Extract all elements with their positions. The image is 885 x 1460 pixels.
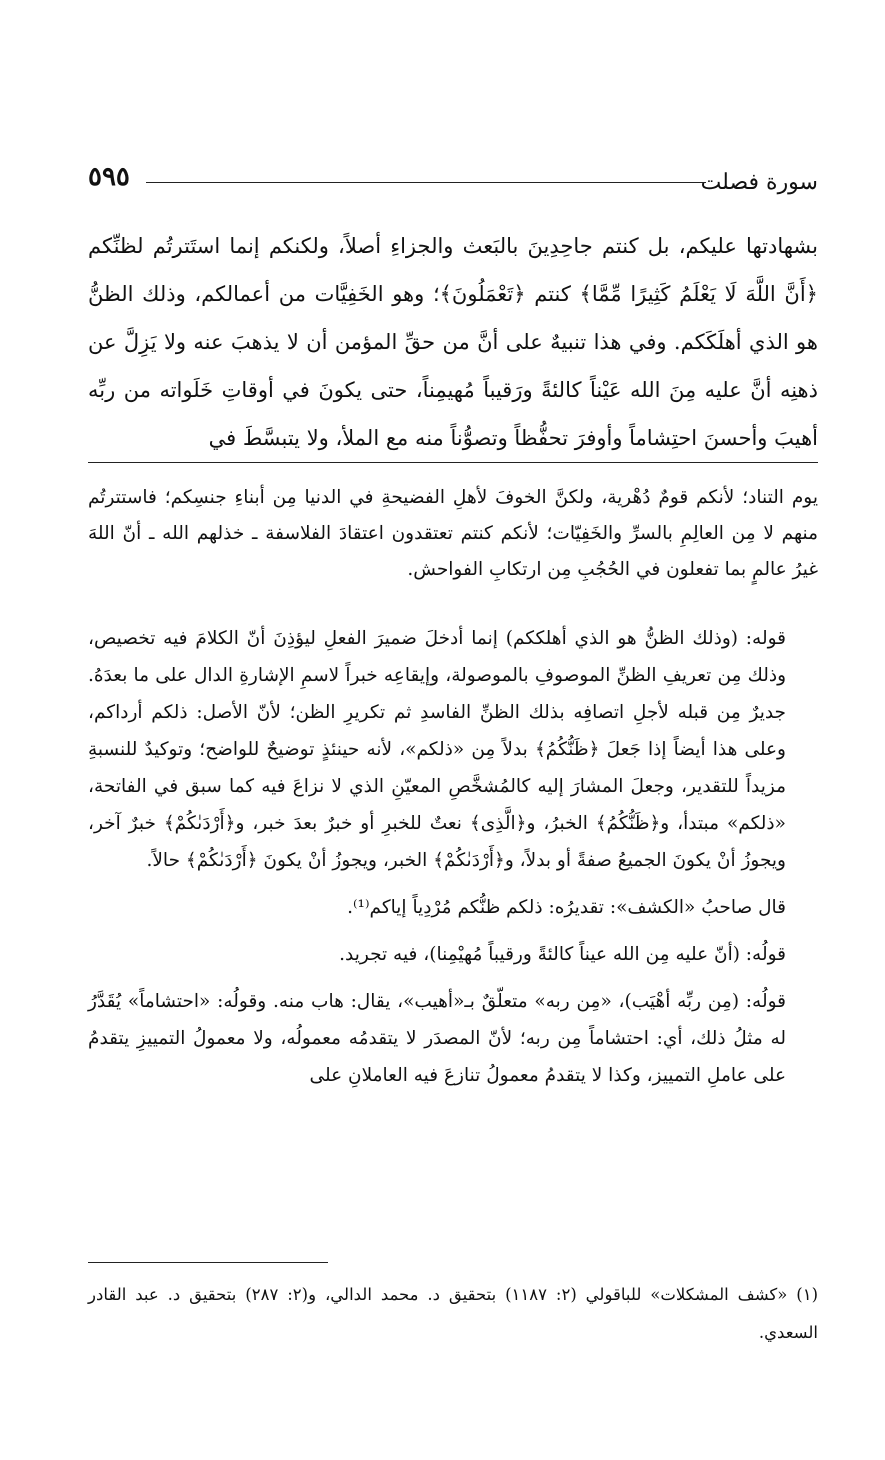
footnote: (١) «كشف المشكلات» للباقولي (٢: ١١٨٧) بتحقيق د. محمد الدالي، و(٢: ٢٨٧) بتحقيق د. عبد القادر السعدي. bbox=[88, 1285, 819, 1342]
gloss-text bbox=[88, 620, 818, 1094]
gloss-paragraph: قولُه: (مِن ربِّه أهْيَب)، «مِن ربه» متعلّقٌ بـ«أهيب»، يقال: هاب منه. وقولُه: «احتشاماً» يُقَدَّرُ له مثلُ ذلك، أي: احتشاماً مِن ربه؛ لأنّ المصدَر لا يتقدمُه معمولُه، ولا معمولُ التمييزِ يتقدمُ على عاملِ التمييز، وكذا لا يتقدمُ معمولُ تنازعَ فيه العاملانِ على bbox=[88, 991, 786, 1086]
gloss-paragraph: قال صاحبُ «الكشف»: تقديرُه: ذلكم ظنُّكم مُرْدِياً إياكم⁽¹⁾. bbox=[347, 897, 786, 918]
footnotes bbox=[88, 1276, 818, 1352]
page-number: ٥٩٥ bbox=[88, 162, 130, 192]
continued-text bbox=[88, 480, 818, 588]
continued-paragraph: يوم التناد؛ لأنكم قومٌ دُهْرية، ولكنَّ الخوفَ لأهلِ الفضيحةِ في الدنيا مِن أبناءِ جنسِكم؛ فاستترتُم منهم لا مِن العالِمِ بالسرِّ والخَفِيّات؛ لأنكم كنتم تعتقدون اعتقادَ الفلاسفة ـ خذلهم الله ـ أنّ اللهَ غيرُ عالمٍ بما تفعلون في الحُجُبِ مِن ارتكابِ الفواحش. bbox=[88, 487, 818, 580]
section-divider bbox=[88, 462, 818, 463]
book-page bbox=[88, 0, 818, 1460]
footnote-divider bbox=[88, 1262, 328, 1263]
commentary-paragraph: بشهادتها عليكم، بل كنتم جاحِدِينَ بالبَعث والجزاءِ أصلاً، ولكنكم إنما استَترتُم لظنِّكم ﴿أَنَّ اللَّهَ لَا يَعْلَمُ كَثِيرًا مِّمَّا﴾ كنتم ﴿تَعْمَلُونَ﴾؛ وهو الخَفِيَّات من أعمالكم، وذلك الظنُّ هو الذي أهلَكَكم. وفي هذا تنبيهٌ على أنَّ من حقِّ المؤمن أن لا يذهبَ عنه ولا يَزِلَّ عن ذهنِه أنَّ عليه مِنَ الله عَيْناً كالئةً ورَقيباً مُهيمِناً، حتى يكونَ في أوقاتِ خَلَواته من ربِّه أهيبَ وأحسنَ احتِشاماً وأوفرَ تحفُّظاً وتصوُّناً منه مع الملأ، ولا يتبسَّطَ في bbox=[88, 234, 818, 450]
gloss-paragraph: قوله: (وذلك الظنُّ هو الذي أهلككم) إنما أدخلَ ضميرَ الفعلِ ليؤذِنَ أنّ الكلامَ فيه تخصيص، وذلك مِن تعريفِ الظنِّ الموصوفِ بالموصولة، وإيقاعِه خبراً لاسمِ الإشارةِ الدال على ما بعدَهُ. جديرٌ مِن قبله لأجلِ اتصافِه بذلك الظنِّ الفاسدِ ثم تكريرِ الظن؛ لأنّ الأصل: ذلكم أرداكم، وعلى هذا أيضاً إذا جَعلَ ﴿ظَنُّكُمُ﴾ بدلاً مِن «ذلكم»، لأنه حينئذٍ توضيحٌ للواضح؛ وتوكيدٌ للنسبةِ مزيداً للتقدير، وجعلَ المشارَ إليه كالمُشخَّصِ المعيّنِ الذي لا نزاعَ فيه كما سبق في الفاتحة، «ذلكم» مبتدأ، و﴿ظَنُّكُمُ﴾ الخبرُ، و﴿الَّذِى﴾ نعتٌ للخبرِ أو خبرٌ بعدَ خبر، و﴿أَرْدَىٰكُمْ﴾ خبرٌ آخر، ويجوزُ أنْ يكونَ الجميعُ صفةً أو بدلاً، و﴿أَرْدَىٰكُمْ﴾ الخبر، ويجوزُ أنْ يكونَ ﴿أَرْدَىٰكُمْ﴾ حالاً. bbox=[88, 628, 786, 871]
gloss-paragraph: قولُه: (أنّ عليه مِن الله عيناً كالئةً ورقيباً مُهيْمِنا)، فيه تجريد. bbox=[339, 944, 786, 965]
commentary-text bbox=[88, 222, 818, 462]
header-rule bbox=[146, 182, 706, 183]
surah-title: سورة فصلت bbox=[700, 170, 818, 195]
page-header bbox=[88, 160, 818, 200]
